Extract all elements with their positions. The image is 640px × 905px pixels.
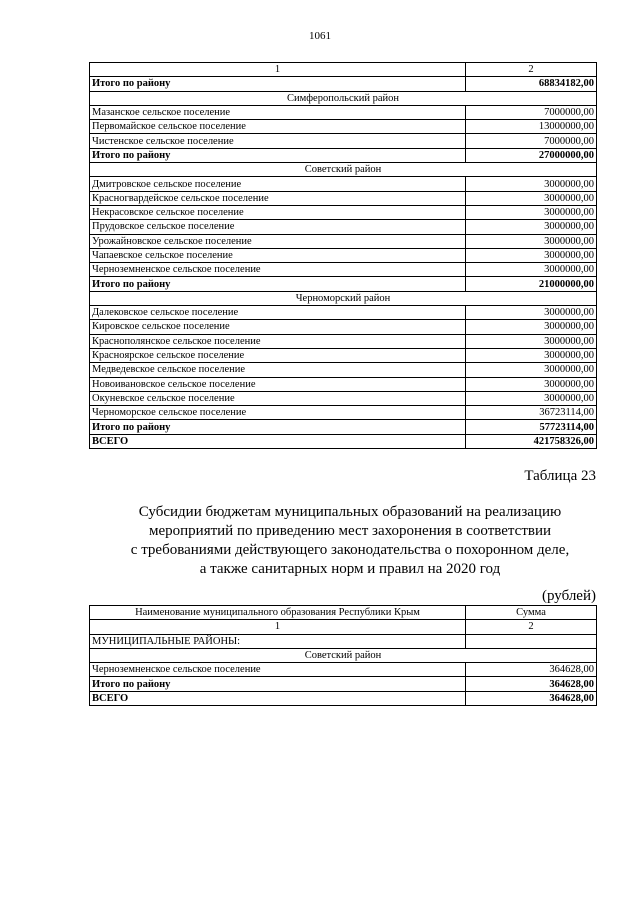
table-header-row <box>90 606 597 620</box>
total-row <box>90 277 597 291</box>
page-number: 1061 <box>309 30 331 42</box>
subsidy-table-23 <box>89 605 597 706</box>
row-sum: 7000000,00 <box>466 105 597 119</box>
total-row <box>90 148 597 162</box>
row-sum: 3000000,00 <box>466 348 597 362</box>
table-row <box>90 348 597 362</box>
column-number-1: 1 <box>90 63 466 77</box>
row-sum: 13000000,00 <box>466 120 597 134</box>
row-name: Далековское сельское поселение <box>90 306 466 320</box>
row-sum: 3000000,00 <box>466 234 597 248</box>
table-title <box>60 503 640 579</box>
table-row <box>90 663 597 677</box>
row-sum: 3000000,00 <box>466 248 597 262</box>
row-name: Новоивановское сельское поселение <box>90 377 466 391</box>
column-number-2: 2 <box>466 63 597 77</box>
row-name: Чапаевское сельское поселение <box>90 248 466 262</box>
total-row <box>90 691 597 705</box>
title-line: Субсидии бюджетам муниципальных образований на реализацию <box>138 504 562 520</box>
row-sum: 364628,00 <box>466 677 597 691</box>
table-row <box>90 334 597 348</box>
table-row <box>90 634 597 648</box>
district-name: Советский район <box>90 163 597 177</box>
row-sum: 3000000,00 <box>466 377 597 391</box>
subsidy-table-continued <box>89 62 597 449</box>
row-sum: 7000000,00 <box>466 134 597 148</box>
row-sum: 3000000,00 <box>466 177 597 191</box>
district-name: Черноморский район <box>90 291 597 305</box>
row-sum: 27000000,00 <box>466 148 597 162</box>
table-row <box>90 177 597 191</box>
row-name: Мазанское сельское поселение <box>90 105 466 119</box>
total-row <box>90 77 597 91</box>
table1-body <box>90 63 597 449</box>
row-name: Некрасовское сельское поселение <box>90 205 466 219</box>
table2-body <box>90 606 597 706</box>
row-sum: 421758326,00 <box>466 434 597 448</box>
table-row <box>90 120 597 134</box>
row-name: Медведевское сельское поселение <box>90 363 466 377</box>
row-sum: 68834182,00 <box>466 77 597 91</box>
row-sum: 3000000,00 <box>466 205 597 219</box>
table-row <box>90 134 597 148</box>
row-name: МУНИЦИПАЛЬНЫЕ РАЙОНЫ: <box>90 634 466 648</box>
row-sum: 3000000,00 <box>466 391 597 405</box>
column-number-2: 2 <box>466 620 597 634</box>
row-name: ВСЕГО <box>90 434 466 448</box>
row-name: Прудовское сельское поселение <box>90 220 466 234</box>
table-row <box>90 105 597 119</box>
column-number-1: 1 <box>90 620 466 634</box>
row-name: Окуневское сельское поселение <box>90 391 466 405</box>
units-label: (рублей) <box>541 588 596 604</box>
district-section-row <box>90 648 597 662</box>
district-section-row <box>90 91 597 105</box>
row-name: Первомайское сельское поселение <box>90 120 466 134</box>
row-sum: 3000000,00 <box>466 220 597 234</box>
district-name: Симферопольский район <box>90 91 597 105</box>
column-header-sum: Сумма <box>466 606 597 620</box>
row-sum: 3000000,00 <box>466 191 597 205</box>
row-name: Дмитровское сельское поселение <box>90 177 466 191</box>
table-row <box>90 263 597 277</box>
row-sum: 3000000,00 <box>466 363 597 377</box>
district-section-row <box>90 163 597 177</box>
row-sum: 3000000,00 <box>466 334 597 348</box>
row-sum: 3000000,00 <box>466 263 597 277</box>
table-row <box>90 406 597 420</box>
row-sum: 3000000,00 <box>466 306 597 320</box>
table-row <box>90 377 597 391</box>
table-row <box>90 248 597 262</box>
total-row <box>90 420 597 434</box>
row-sum: 57723114,00 <box>466 420 597 434</box>
row-sum: 21000000,00 <box>466 277 597 291</box>
row-name: Кировское сельское поселение <box>90 320 466 334</box>
title-line: мероприятий по приведению мест захоронения в соответствии <box>148 523 552 539</box>
row-name: Итого по району <box>90 148 466 162</box>
table-row <box>90 363 597 377</box>
row-name: Краснoярское сельское поселение <box>90 348 466 362</box>
row-name: Урожайновское сельское поселение <box>90 234 466 248</box>
row-name: Красногвардейское сельское поселение <box>90 191 466 205</box>
row-name: Итого по району <box>90 277 466 291</box>
row-sum: 364628,00 <box>466 691 597 705</box>
row-name: Чистенское сельское поселение <box>90 134 466 148</box>
total-row <box>90 434 597 448</box>
row-name: Краснополянское сельское поселение <box>90 334 466 348</box>
table-row <box>90 191 597 205</box>
title-line: с требованиями действующего законодательства о похоронном деле, <box>130 542 570 558</box>
row-sum <box>466 634 597 648</box>
row-name: Черноземненское сельское поселение <box>90 663 466 677</box>
district-name: Советский район <box>90 648 597 662</box>
row-sum: 3000000,00 <box>466 320 597 334</box>
row-name: ВСЕГО <box>90 691 466 705</box>
column-header-name: Наименование муниципального образования Республики Крым <box>90 606 466 620</box>
row-name: Итого по району <box>90 420 466 434</box>
row-name: Черноморское сельское поселение <box>90 406 466 420</box>
row-name: Итого по району <box>90 677 466 691</box>
row-sum: 36723114,00 <box>466 406 597 420</box>
table-row <box>90 306 597 320</box>
table-row <box>90 234 597 248</box>
table-row <box>90 391 597 405</box>
table-column-numbers-row <box>90 620 597 634</box>
district-section-row <box>90 291 597 305</box>
row-sum: 364628,00 <box>466 663 597 677</box>
title-line: а также санитарных норм и правил на 2020 год <box>199 561 501 577</box>
row-name: Итого по району <box>90 77 466 91</box>
table-row <box>90 205 597 219</box>
table-row <box>90 320 597 334</box>
row-name: Черноземненское сельское поселение <box>90 263 466 277</box>
table-label: Таблица 23 <box>524 468 596 484</box>
table-row <box>90 220 597 234</box>
table-header-row <box>90 63 597 77</box>
total-row <box>90 677 597 691</box>
